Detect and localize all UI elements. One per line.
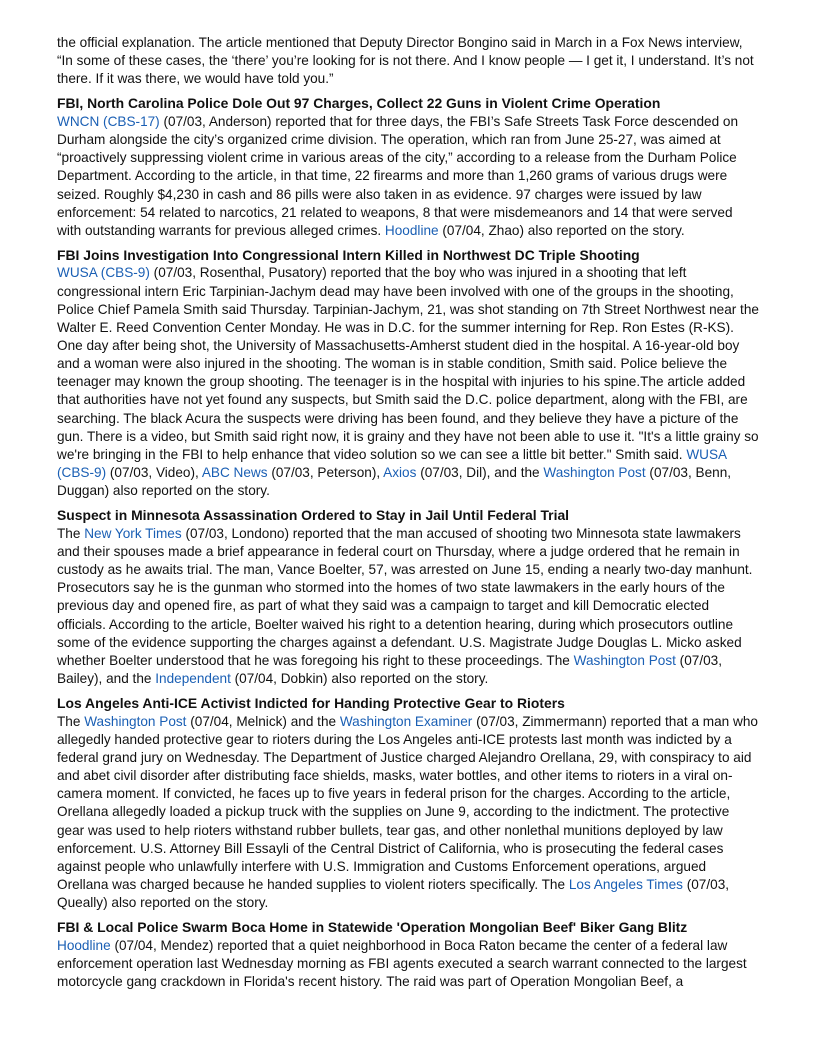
article-text: (07/03, Queally) also reported on the story. (57, 877, 730, 911)
article-body (57, 937, 760, 991)
article-text: (07/03, Rosenthal, Pusatory) reported that the boy who was injured in a shooting that left congressional intern Eric Tarpinian-Jachym dead may have been involved with one of the groups in the shooting, Police Chief Pamela Smith said Thursday. Tarpinian-Jachym, 21, was shot standing on 7th Street Northwest near the Walter E. Reed Convention Center Monday. He was in D.C. for the summer interning for Rep. Ron Estes (R-KS). One day after being shot, the University of Massachusetts-Amherst student died in the hospital. A 16-year-old boy and a woman were also injured in the shooting. The woman is in stable condition, Smith said. Police believe the teenager may known the group shooting. The teenager is in the hospital with injuries to his spine.The article added that authorities have not yet found any suspects, but Smith said the D.C. police department, along with the FBI, are searching. The black Acura the suspects were driving has been found, and they believe they have a picture of the gun. There is a video, but Smith said right now, it is grainy and they have not been able to use it. "It's a little grainy so we're bringing in the FBI to help enhance that video solution so we can see a little bit better." Smith said. (57, 265, 759, 462)
source-link[interactable]: Washington Post (84, 713, 187, 729)
source-link[interactable]: Washington Examiner (339, 713, 473, 729)
article-body (57, 525, 760, 688)
article-text: (07/03, Peterson), (267, 465, 384, 481)
article-body (57, 113, 760, 240)
intro-paragraph: the official explanation. The article mentioned that Deputy Director Bongino said in March in a Fox News interview, “In some of these cases, the ‘there’ you’re looking for is not there. And I know people — I get it, I understand. It’s not there. If it was there, we would have told you.” (57, 35, 754, 87)
article-text: The (57, 525, 85, 541)
article-text: (07/04, Dobkin) also reported on the story. (230, 671, 489, 687)
news-article (57, 246, 760, 500)
source-link[interactable]: Hoodline (57, 937, 111, 953)
article-headline: Suspect in Minnesota Assassination Ordered to Stay in Jail Until Federal Trial (57, 507, 570, 524)
article-text: (07/04, Zhao) also reported on the story. (438, 222, 685, 238)
article-headline: FBI & Local Police Swarm Boca Home in Statewide 'Operation Mongolian Beef' Biker Gang Blitz (57, 919, 688, 936)
article-headline: Los Angeles Anti-ICE Activist Indicted for Handing Protective Gear to Rioters (57, 695, 565, 712)
source-link[interactable]: WNCN (CBS-17) (57, 113, 160, 129)
source-link[interactable]: WUSA (CBS-9) (57, 446, 727, 481)
source-link[interactable]: Hoodline (384, 222, 439, 238)
source-link[interactable]: Washington Post (573, 652, 676, 668)
article-text: (07/03, Benn, Duggan) also reported on the story. (57, 465, 732, 499)
article-text: (07/03, Zimmermann) reported that a man who allegedly handed protective gear to rioters during the Los Angeles anti-ICE protests last month was indicted by a federal grand jury on Wednesday. The Department of Justice charged Alejandro Orellana, 29, with conspiracy to aid and abet civil disorder after distributing face shields, masks, water bottles, and other items to rioters in a viral on-camera moment. If convicted, he faces up to five years in federal prison for the charges. According to the article, Orellana allegedly loaded a pickup truck with the supplies on June 9, according to the indictment. The protective gear was used to help rioters withstand rubber bullets, tear gas, and other nonlethal munitions deployed by law enforcement. U.S. Attorney Bill Essayli of the Central District of California, who is prosecuting the federal cases against people who unlawfully interfere with U.S. Immigration and Customs Enforcement operations, argued Orellana was charged because he handed supplies to violent rioters specifically. The (57, 713, 758, 893)
source-link[interactable]: Washington Post (543, 465, 646, 481)
source-link[interactable]: WUSA (CBS-9) (57, 265, 150, 281)
article-text: (07/03, Anderson) reported that for three days, the FBI’s Safe Streets Task Force descended on Durham alongside the city’s organized crime division. The operation, which ran from June 25-27, was aimed at “proactively suppressing violent crime in various areas of the city,” according to a release from the Durham Police Department. According to the article, in that time, 22 firearms and more than 1,260 grams of various drugs were seized. Roughly $4,230 in cash and 86 pills were also taken in as evidence. 97 charges were issued by law enforcement: 54 related to narcotics, 21 related to weapons, 8 that were misdemeanors and 14 that were served with outstanding warrants for previous alleged crimes. (57, 113, 739, 238)
news-article (57, 506, 760, 688)
source-link[interactable]: ABC News (201, 465, 268, 481)
source-link[interactable]: Independent (155, 671, 231, 687)
article-text: (07/04, Mendez) reported that a quiet neighborhood in Boca Raton became the center of a federal law enforcement operation last Wednesday morning as FBI agents executed a search warrant connected to the largest motorcycle gang crackdown in Florida's recent history. The raid was part of Operation Mongolian Beef, a (57, 937, 747, 990)
article-list (57, 94, 760, 991)
source-link[interactable]: New York Times (84, 525, 182, 541)
article-text: (07/03, Dil), and the (416, 465, 544, 481)
article-headline: FBI, North Carolina Police Dole Out 97 Charges, Collect 22 Guns in Violent Crime Operation (57, 95, 661, 112)
source-link[interactable]: Axios (383, 465, 417, 481)
news-article (57, 918, 760, 991)
article-text: (07/03, Video), (106, 465, 202, 481)
article-text: (07/03, Londono) reported that the man accused of shooting two Minnesota state lawmakers and their spouses made a brief appearance in federal court on Thursday, where a judge ordered that he remain in custody as he awaits trial. The man, Vance Boelter, 57, was arrested on June 15, ending a nearly two-day manhunt. Prosecutors say he is the gunman who stormed into the homes of two state lawmakers in the early hours of the previous day and opened fire, as part of what they said was a campaign to target and kill Democratic elected officials. According to the article, Boelter waived his right to a detention hearing, during which prosecutors outline some of the evidence supporting the charges against a defendant. U.S. Magistrate Judge Douglas L. Micko asked whether Boelter understood that he was foregoing his right to these proceedings. The (57, 525, 753, 668)
document-page (57, 34, 760, 991)
news-article (57, 694, 760, 912)
source-link[interactable]: Los Angeles Times (568, 877, 683, 893)
article-text: (07/03, Bailey), and the (57, 652, 723, 687)
article-text: (07/04, Melnick) and the (186, 713, 340, 729)
article-body (57, 713, 760, 913)
article-headline: FBI Joins Investigation Into Congressional Intern Killed in Northwest DC Triple Shooting (57, 246, 640, 263)
news-article (57, 94, 760, 240)
article-body (57, 264, 760, 500)
article-text: The (57, 713, 85, 729)
